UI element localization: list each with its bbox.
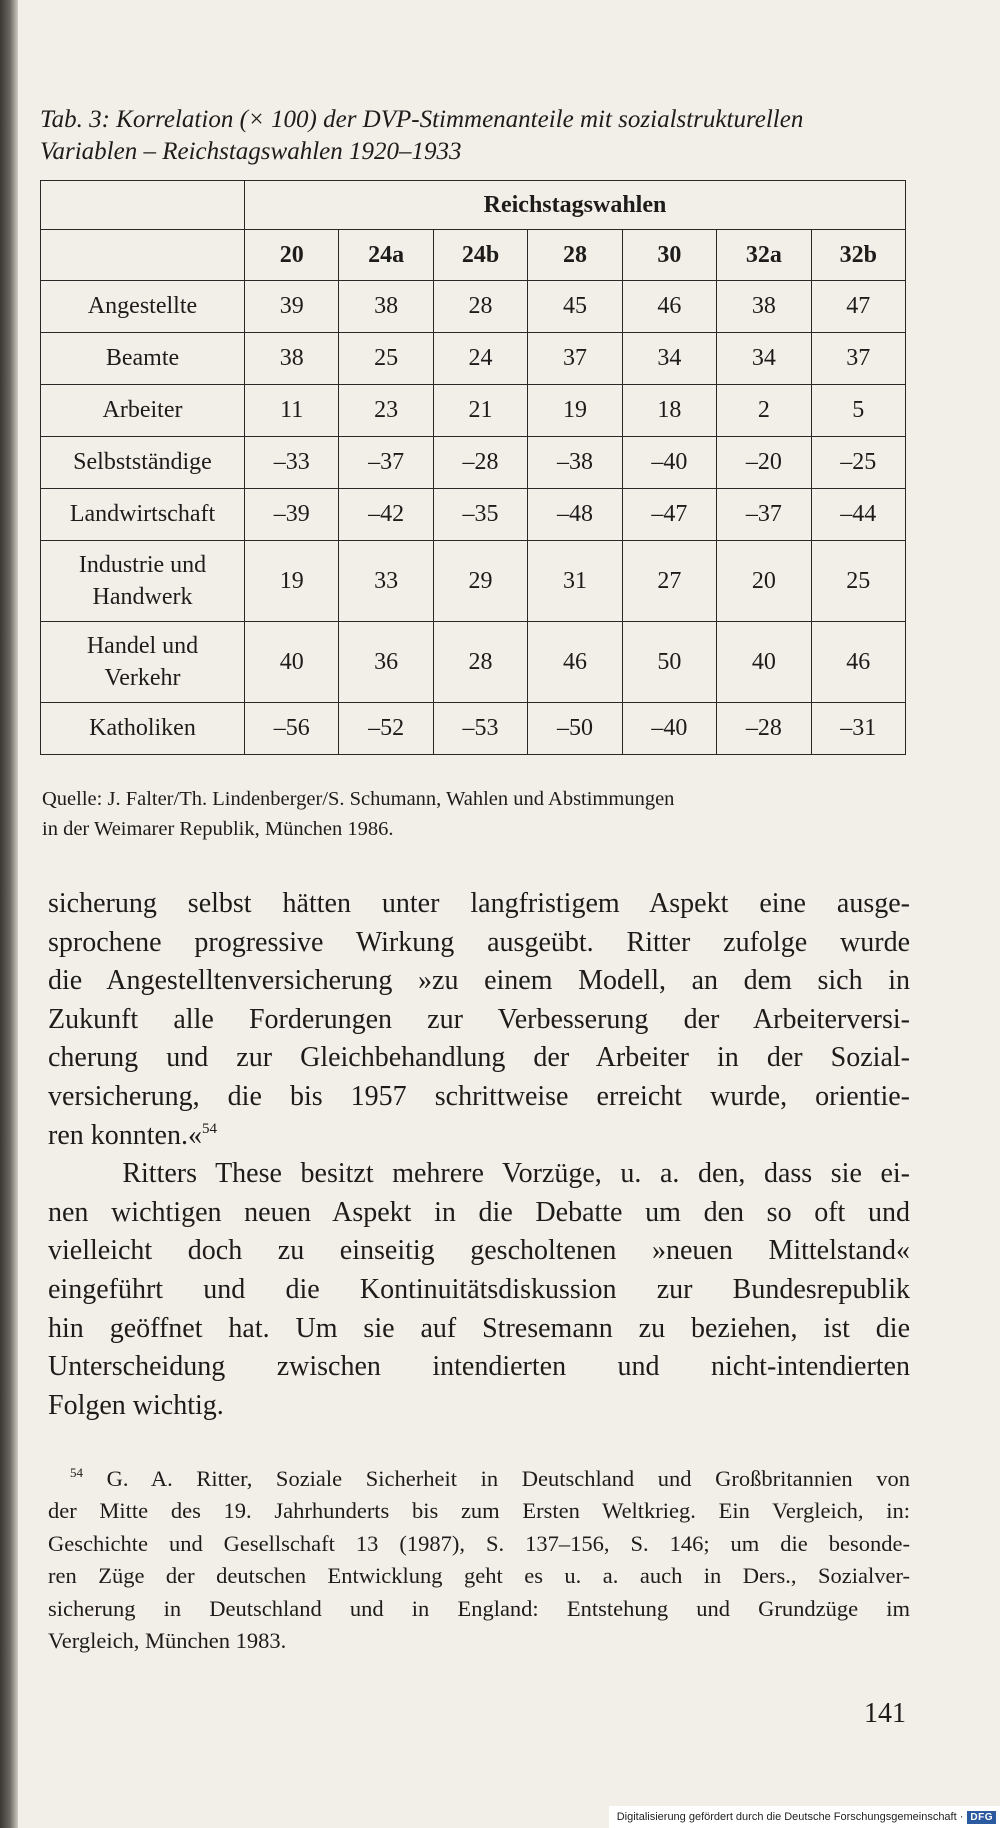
page-number: 141: [864, 1698, 906, 1729]
table-source: [42, 784, 922, 844]
table-cell: 36: [339, 622, 433, 703]
table-cell: –53: [433, 703, 527, 755]
body-line: [48, 1117, 910, 1156]
table-cell: 47: [811, 281, 905, 333]
table-cell: 19: [528, 385, 622, 437]
table-cell: 27: [622, 541, 716, 622]
table-cell: 28: [433, 622, 527, 703]
table-cell: 46: [622, 281, 716, 333]
table-cell: –38: [528, 437, 622, 489]
column-header: 24a: [339, 230, 433, 281]
body-line: Ritters These besitzt mehrere Vorzüge, u. a. den, dass sie ei-: [48, 1158, 910, 1190]
body-line: Unterscheidung zwischen intendierten und nicht-intendierten: [48, 1351, 910, 1383]
table-row: [41, 281, 906, 333]
column-header: 20: [245, 230, 339, 281]
table-row: [41, 385, 906, 437]
table-cell: –25: [811, 437, 905, 489]
table-caption: [40, 104, 920, 168]
table-cell: 21: [433, 385, 527, 437]
dfg-logo-icon: DFG: [967, 1811, 996, 1824]
caption-line-1: Tab. 3: Korrelation (× 100) der DVP-Stimmenanteile mit sozialstrukturellen: [40, 106, 804, 133]
table-cell: 31: [528, 541, 622, 622]
table-cell: –39: [245, 489, 339, 541]
table-cell: 25: [811, 541, 905, 622]
footnote-line: sicherung in Deutschland und in England: Entstehung und Grundzüge im: [48, 1595, 910, 1621]
table-cell: –50: [528, 703, 622, 755]
body-line: eingeführt und die Kontinuitätsdiskussion zur Bundesrepublik: [48, 1273, 910, 1305]
column-header: 24b: [433, 230, 527, 281]
row-label: Landwirtschaft: [41, 489, 245, 541]
source-line-1: Quelle: J. Falter/Th. Lindenberger/S. Schumann, Wahlen und Abstimmungen: [42, 788, 675, 810]
footnote-line-text: G. A. Ritter, Soziale Sicherheit in Deutschland und Großbritannien von: [83, 1466, 910, 1491]
table-cell: –28: [433, 437, 527, 489]
footnote: [48, 1463, 910, 1657]
table-row: [41, 489, 906, 541]
table-cell: 37: [811, 333, 905, 385]
table-cell: 34: [622, 333, 716, 385]
table-cell: 18: [622, 385, 716, 437]
source-line-2: in der Weimarer Republik, München 1986.: [42, 818, 394, 840]
table-row: [41, 437, 906, 489]
table-cell: –37: [339, 437, 433, 489]
table-cell: 24: [433, 333, 527, 385]
column-header: 32b: [811, 230, 905, 281]
row-label: Katholiken: [41, 703, 245, 755]
footnote-line: Geschichte und Gesellschaft 13 (1987), S. 137–156, S. 146; um die besonde-: [48, 1530, 910, 1556]
body-line-text: ren konnten.«: [48, 1119, 202, 1151]
banner-text: Digitalisierung gefördert durch die Deutsche Forschungsgemeinschaft ·: [616, 1811, 964, 1823]
table-cell: –35: [433, 489, 527, 541]
table-cell: 19: [245, 541, 339, 622]
table-cell: 20: [717, 541, 811, 622]
table-group-header: Reichstagswahlen: [245, 181, 906, 230]
table-cell: –48: [528, 489, 622, 541]
correlation-table: [40, 180, 906, 755]
footnote-line: der Mitte des 19. Jahrhunderts bis zum Ersten Weltkrieg. Ein Vergleich, in:: [48, 1498, 910, 1524]
table-cell: 45: [528, 281, 622, 333]
column-header: 32a: [717, 230, 811, 281]
table-cell: 37: [528, 333, 622, 385]
table-cell: 40: [717, 622, 811, 703]
table-cell: 38: [339, 281, 433, 333]
table-cell: 5: [811, 385, 905, 437]
table-cell: 39: [245, 281, 339, 333]
table-cell: –31: [811, 703, 905, 755]
table-cell: –37: [717, 489, 811, 541]
table-cell: 28: [433, 281, 527, 333]
body-line: nen wichtigen neuen Aspekt in die Debatte um den so oft und: [48, 1196, 910, 1228]
row-label: Beamte: [41, 333, 245, 385]
body-line: Folgen wichtig.: [48, 1389, 224, 1421]
table-cell: 2: [717, 385, 811, 437]
table-cell: 38: [717, 281, 811, 333]
digitization-banner: [609, 1806, 1000, 1828]
row-label: [41, 622, 245, 703]
footnote-number: 54: [70, 1465, 83, 1480]
body-line: sprochene progressive Wirkung ausgeübt. Ritter zufolge wurde: [48, 926, 910, 958]
table-cell: 25: [339, 333, 433, 385]
table-cell: –52: [339, 703, 433, 755]
table-corner-cell: [41, 230, 245, 281]
table-row: [41, 333, 906, 385]
body-line: cherung und zur Gleichbehandlung der Arbeiter in der Sozial-: [48, 1042, 910, 1074]
row-label: [41, 541, 245, 622]
footnote-line: ren Züge der deutschen Entwicklung geht es u. a. auch in Ders., Sozialver-: [48, 1563, 910, 1589]
column-header: 30: [622, 230, 716, 281]
table-cell: 50: [622, 622, 716, 703]
body-line: die Angestelltenversicherung »zu einem Modell, an dem sich in: [48, 965, 910, 997]
row-label: Angestellte: [41, 281, 245, 333]
table-cell: –33: [245, 437, 339, 489]
table-cell: –44: [811, 489, 905, 541]
table-cell: 33: [339, 541, 433, 622]
table-corner-cell: [41, 181, 245, 230]
table-row: [41, 622, 906, 703]
body-text: [48, 885, 910, 1425]
table-cell: 29: [433, 541, 527, 622]
row-label: Selbstständige: [41, 437, 245, 489]
table-row: [41, 541, 906, 622]
row-label-line: Handwerk: [92, 584, 193, 610]
body-line: vielleicht doch zu einseitig gescholtenen »neuen Mittelstand«: [48, 1235, 910, 1267]
footnote-line: Vergleich, München 1983.: [48, 1628, 287, 1654]
table-cell: 11: [245, 385, 339, 437]
table-cell: –40: [622, 703, 716, 755]
table-cell: –40: [622, 437, 716, 489]
row-label: Arbeiter: [41, 385, 245, 437]
table-cell: –28: [717, 703, 811, 755]
table-cell: –20: [717, 437, 811, 489]
table-cell: –47: [622, 489, 716, 541]
table-cell: 23: [339, 385, 433, 437]
row-label-line: Handel und: [86, 633, 199, 659]
table-row: [41, 703, 906, 755]
row-label-line: Industrie und: [78, 552, 207, 578]
table-cell: 46: [528, 622, 622, 703]
body-line: versicherung, die bis 1957 schrittweise erreicht wurde, orientie-: [48, 1080, 910, 1112]
body-line: hin geöffnet hat. Um sie auf Stresemann zu beziehen, ist die: [48, 1312, 910, 1344]
column-header: 28: [528, 230, 622, 281]
caption-line-2: Variablen – Reichstagswahlen 1920–1933: [40, 138, 462, 165]
table-cell: 38: [245, 333, 339, 385]
footnote-reference[interactable]: 54: [201, 1120, 217, 1137]
table-cell: 40: [245, 622, 339, 703]
footnote-line: [48, 1463, 910, 1495]
body-line: sicherung selbst hätten unter langfristigem Aspekt eine ausge-: [48, 888, 910, 919]
table-cell: –56: [245, 703, 339, 755]
body-line: Zukunft alle Forderungen zur Verbesserung der Arbeiterversi-: [48, 1003, 910, 1035]
row-label-line: Verkehr: [104, 665, 181, 691]
table-cell: –42: [339, 489, 433, 541]
table-cell: 34: [717, 333, 811, 385]
table-cell: 46: [811, 622, 905, 703]
